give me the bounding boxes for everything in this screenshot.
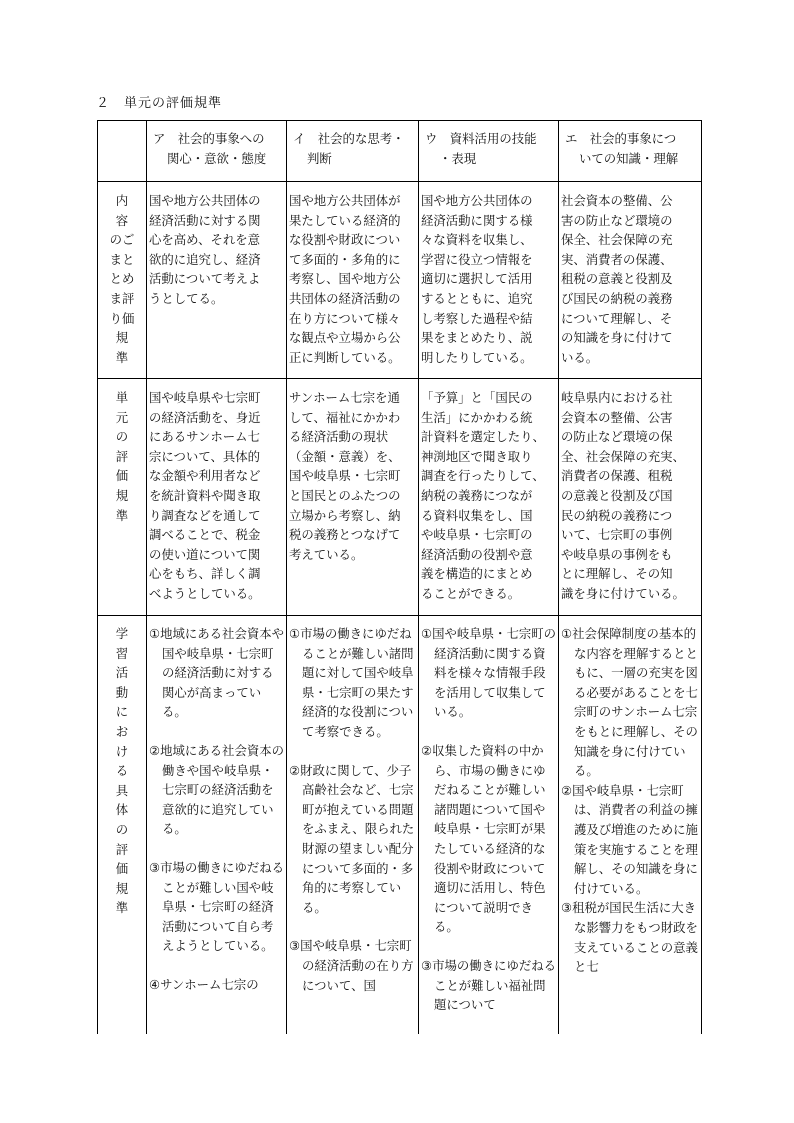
evaluation-criteria-table xyxy=(97,120,702,1034)
activity-item: ②収集した資料の中から、市場の働きにゆだねることが難しい諸問題について国や岐阜県・七宗町が果たしている経済的な役割や財政について適切に活用し、特色について説明できる。 xyxy=(421,742,546,935)
header-corner-cell xyxy=(98,121,147,182)
activity-item: ④サンホーム七宗の xyxy=(149,976,259,992)
header-chishiki: エ 社会的事象につ いての知識・理解 xyxy=(559,121,702,182)
unit-row-label: 単 元 の 評 価 規 準 xyxy=(98,379,147,616)
activity-item: ①国や岐阜県・七宗町の経済活動に関する資料を様々な情報手段を活用して収集している。 xyxy=(421,626,557,720)
activity-item: ③市場の働きにゆだねることが難しい福祉問題について xyxy=(421,957,557,1013)
activity-cell-chishiki xyxy=(559,616,702,1034)
activity-item: ③租税が国民生活に大きな影響力をもつ財政を支えていることの意義と七 xyxy=(561,900,698,975)
overall-cell-shiko: 国や地方公共団体が 果たしている経済的 な役割や財政につい て多面的・多角的に 考察し、国や地方公 共団体の経済活動の 在り方について様々 な観点や立場から公 正に判断している。 xyxy=(287,182,419,379)
overall-criteria-row xyxy=(98,182,702,379)
activity-cell-shiko xyxy=(287,616,419,1034)
activity-criteria-row xyxy=(98,616,702,1034)
unit-cell-shiko: サンホーム七宗を通 して、福祉にかかわ る経済活動の現状 （金額・意義）を、 国や岐阜県・七宗町 と国民とのふたつの 立場から考察し、納 税の義務とつなげて 考えている。 xyxy=(287,379,419,616)
activity-item: ②地域にある社会資本の働きや国や岐阜県・七宗町の経済活動を意欲的に追究している。 xyxy=(149,742,285,837)
header-shiryo: ウ 資料活用の技能 ・表現 xyxy=(419,121,559,182)
activity-item: ③市場の働きにゆだねることが難しい国や岐阜県・七宗町の経済活動について自ら考えようとしている。 xyxy=(149,859,285,954)
unit-criteria-row xyxy=(98,379,702,616)
overall-row-label: 内 容 のご まと とめ ま評 り価 規 準 xyxy=(98,182,147,379)
unit-cell-kanshin: 国や岐阜県や七宗町 の経済活動を、身近 にあるサンホーム七 宗について、具体的 な金額や利用者など を統計資料や聞き取 り調査などを通して 調べることで、税金 の使い道について関 心をもち、詳しく調 べようとしている。 xyxy=(147,379,287,616)
activity-item: ①市場の働きにゆだねることが難しい諸問題に対して国や岐阜県・七宗町の果たす経済的な役割について考察できる。 xyxy=(289,626,414,739)
activity-item: ②国や岐阜県・七宗町は、消費者の利益の擁護及び増進のために施策を実施することを理解し、その知識を身に付けている。 xyxy=(561,782,698,896)
activity-item: ①地域にある社会資本や国や岐阜県・七宗町の経済活動に対する関心が高まっている。 xyxy=(149,626,285,720)
activity-cell-kanshin xyxy=(147,616,287,1034)
activity-item: ②財政に関して、少子高齢社会など、七宗町が抱えている問題をふまえ、限られた財源の望ましい配分について多面的・多角的に考察している。 xyxy=(289,762,415,915)
activity-row-label: 学 習 活 動 に お け る 具 体 の 評 価 規 準 xyxy=(98,616,147,1034)
overall-cell-chishiki: 社会資本の整備、公 害の防止など環境の 保全、社会保障の充 実、消費者の保護、 租税の意義と役割及 び国民の納税の義務 について理解し、そ の知識を身に付けて いる。 xyxy=(559,182,702,379)
activity-item: ①社会保障制度の基本的な内容を理解するとともに、一層の充実を図る必要があることを七宗町のサンホーム七宗をもとに理解し、その知識を身に付けている。 xyxy=(561,626,698,779)
activity-item: ③国や岐阜県・七宗町の経済活動の在り方について、国 xyxy=(289,938,414,993)
unit-cell-shiryo: 「予算」と「国民の 生活」にかかわる統 計資料を選定したり、 神渕地区で聞き取り 調査を行ったりして、 納税の義務につなが る資料収集をし、国 や岐阜県・七宗町の 経済活動の役割や意 義を構造的にまとめ ることができる。 xyxy=(419,379,559,616)
header-kanshin: ア 社会的事象への 関心・意欲・態度 xyxy=(147,121,287,182)
unit-cell-chishiki: 岐阜県内における社 会資本の整備、公害 の防止など環境の保 全、社会保障の充実、 消費者の保護、租税 の意義と役割及び国 民の納税の義務につ いて、七宗町の事例 や岐阜県の事例をも とに理解し、その知 識を身に付けている。 xyxy=(559,379,702,616)
section-title: ２ 単元の評価規準 xyxy=(96,96,223,111)
header-row xyxy=(98,121,702,182)
overall-cell-kanshin: 国や地方公共団体の 経済活動に対する関 心を高め、それを意 欲的に追究し、経済 活動について考えよ うとしてる。 xyxy=(147,182,287,379)
header-shiko: イ 社会的な思考・ 判断 xyxy=(287,121,419,182)
activity-cell-shiryo xyxy=(419,616,559,1034)
overall-cell-shiryo: 国や地方公共団体の 経済活動に関する様 々な資料を収集し、 学習に役立つ情報を 適切に選択して活用 するとともに、追究 し考察した過程や結 果をまとめたり、説 明したりしている。 xyxy=(419,182,559,379)
